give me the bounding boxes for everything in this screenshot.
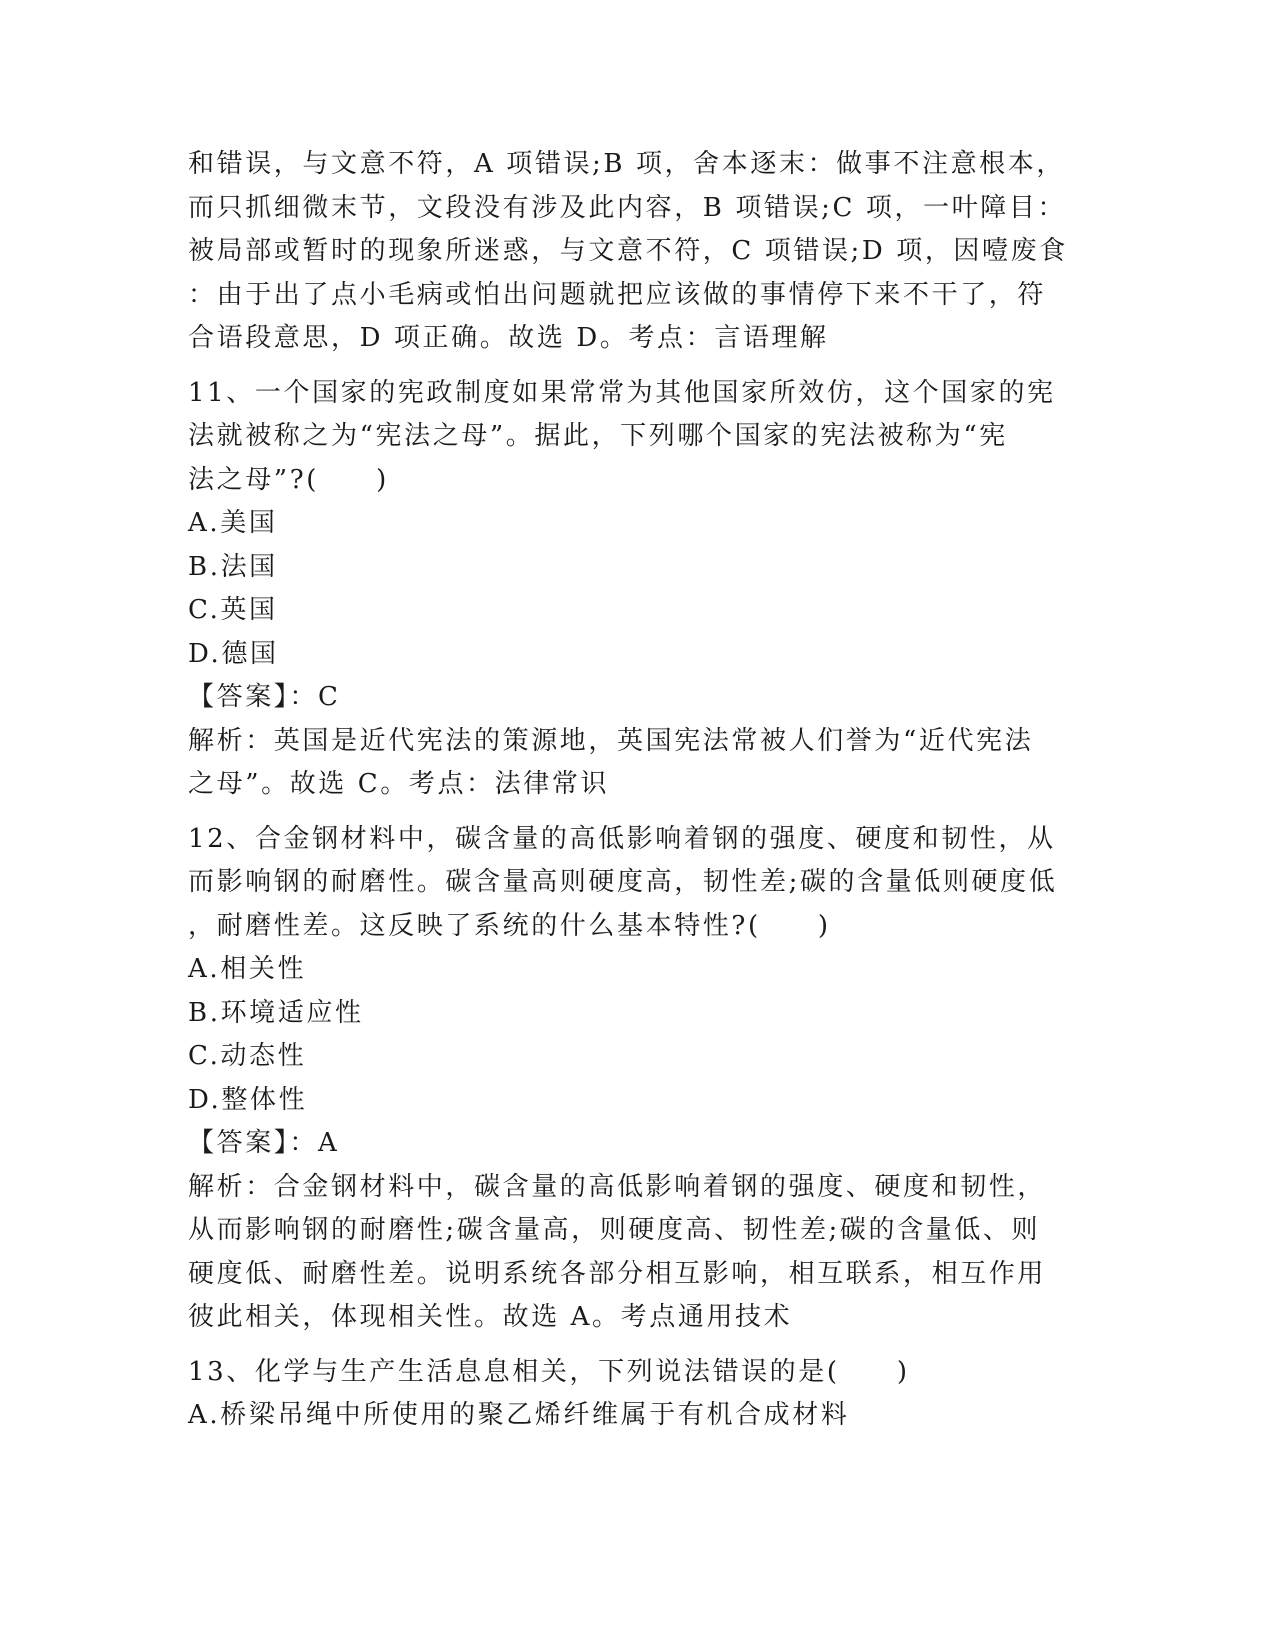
question-12 bbox=[188, 818, 1068, 1340]
text-line: 合语段意思，D 项正确。故选 D。考点：言语理解 bbox=[188, 323, 829, 353]
question-stem-line: 而影响钢的耐磨性。碳含量高则硬度高，韧性差;碳的含量低则硬度低 bbox=[188, 867, 1058, 897]
document-page bbox=[188, 143, 1068, 1438]
answer-line: 【答案】：A bbox=[188, 1128, 340, 1158]
analysis-line: 解析：合金钢材料中，碳含量的高低影响着钢的强度、硬度和韧性， bbox=[188, 1171, 1047, 1202]
analysis-line: 解析：英国是近代宪法的策源地，英国宪法常被人们誉为“近代宪法 bbox=[188, 725, 1034, 756]
question-stem-line: 法之母”?( ) bbox=[188, 464, 389, 495]
answer-line: 【答案】：C bbox=[188, 682, 341, 712]
q10-analysis-tail bbox=[188, 143, 1068, 361]
option-a: A.美国 bbox=[188, 508, 278, 538]
analysis-line: 硬度低、耐磨性差。说明系统各部分相互影响，相互联系，相互作用 bbox=[188, 1258, 1047, 1289]
option-a: A.相关性 bbox=[188, 954, 307, 984]
analysis-line: 之母”。故选 C。考点：法律常识 bbox=[188, 769, 610, 799]
option-b: B.环境适应性 bbox=[188, 997, 364, 1028]
option-d: D.整体性 bbox=[188, 1084, 308, 1115]
analysis-line: 从而影响钢的耐磨性;碳含量高，则硬度高、韧性差;碳的含量低、则 bbox=[188, 1215, 1041, 1245]
option-c: C.英国 bbox=[188, 595, 278, 625]
option-d: D.德国 bbox=[188, 638, 279, 669]
option-b: B.法国 bbox=[188, 551, 278, 582]
text-line: 而只抓细微末节，文段没有涉及此内容，B 项错误;C 项，一叶障目： bbox=[188, 192, 1067, 223]
text-line: ：由于出了点小毛病或怕出问题就把应该做的事情停下来不干了，符 bbox=[188, 279, 1047, 310]
option-a: A.桥梁吊绳中所使用的聚乙烯纤维属于有机合成材料 bbox=[188, 1400, 850, 1430]
analysis-line: 彼此相关，体现相关性。故选 A。考点通用技术 bbox=[188, 1302, 793, 1332]
question-stem-line: 13、化学与生产生活息息相关，下列说法错误的是( ) bbox=[188, 1356, 910, 1387]
question-stem-line: 11、一个国家的宪政制度如果常常为其他国家所效仿，这个国家的宪 bbox=[188, 377, 1056, 408]
question-11 bbox=[188, 372, 1068, 807]
question-13 bbox=[188, 1351, 1068, 1438]
option-c: C.动态性 bbox=[188, 1041, 307, 1071]
question-stem-line: ，耐磨性差。这反映了系统的什么基本特性?( ) bbox=[188, 910, 831, 941]
text-line: 和错误，与文意不符，A 项错误;B 项，舍本逐末：做事不注意根本， bbox=[188, 149, 1065, 179]
question-stem-line: 12、合金钢材料中，碳含量的高低影响着钢的强度、硬度和韧性，从 bbox=[188, 823, 1056, 854]
question-stem-line: 法就被称之为“宪法之母”。据此，下列哪个国家的宪法被称为“宪 bbox=[188, 421, 1008, 451]
text-line: 被局部或暂时的现象所迷惑，与文意不符，C 项错误;D 项，因噎废食 bbox=[188, 236, 1068, 266]
